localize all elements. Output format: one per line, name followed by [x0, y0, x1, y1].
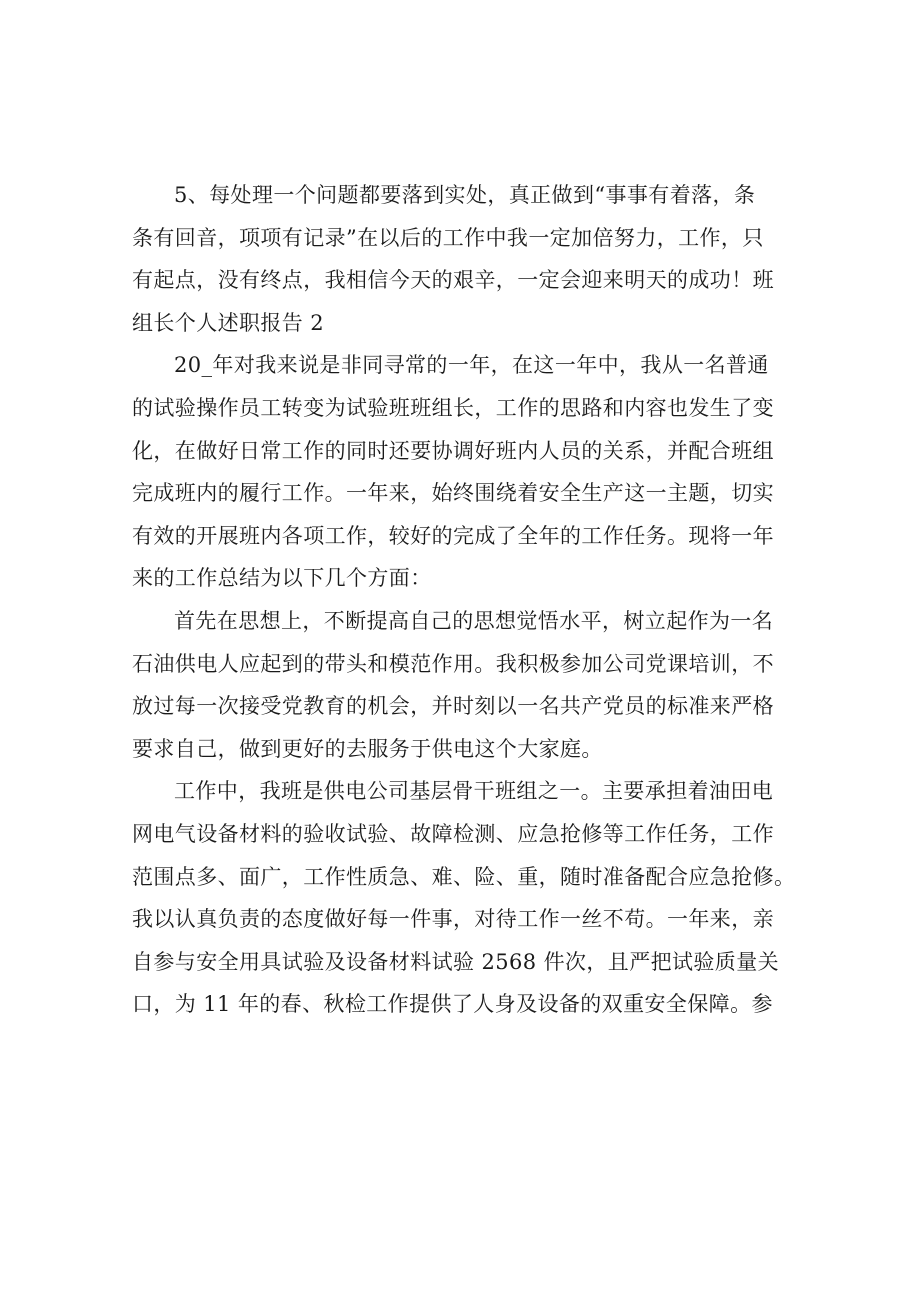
text-line: 20_年对我来说是非同寻常的一年，在这一年中，我从一名普通	[174, 353, 769, 378]
text-line: 口，为 11 年的春、秋检工作提供了人身及设备的双重安全保障。参	[132, 992, 773, 1017]
text-line: 条有回音，项项有记录”在以后的工作中我一定加倍努力，工作，只	[132, 225, 764, 250]
text-line: 我以认真负责的态度做好每一件事，对待工作一丝不苟。一年来，亲	[132, 907, 774, 932]
text-line: 工作中，我班是供电公司基层骨干班组之一。主要承担着油田电	[174, 779, 774, 804]
text-line: 组长个人述职报告 2	[132, 310, 325, 335]
text-line: 有起点，没有终点，我相信今天的艰辛，一定会迎来明天的成功！班	[132, 268, 774, 293]
paragraph-3	[132, 600, 822, 770]
text-line: 范围点多、面广，工作性质急、难、险、重，随时准备配合应急抢修。	[132, 864, 796, 889]
text-line: 有效的开展班内各项工作，较好的完成了全年的工作任务。现将一年	[132, 523, 774, 548]
text-line: 来的工作总结为以下几个方面：	[132, 566, 432, 591]
paragraph-4	[132, 770, 822, 1026]
text-line: 首先在思想上，不断提高自己的思想觉悟水平，树立起作为一名	[174, 608, 774, 633]
text-line: 自参与安全用具试验及设备材料试验 2568 件次，且严把试验质量关	[132, 949, 779, 974]
text-line: 放过每一次接受党教育的机会，并时刻以一名共产党员的标准来严格	[132, 694, 774, 719]
text-line: 要求自己，做到更好的去服务于供电这个大家庭。	[132, 736, 603, 761]
document-body	[132, 174, 822, 1026]
text-line: 5、每处理一个问题都要落到实处，真正做到“事事有着落，条	[174, 183, 756, 207]
paragraph-1	[132, 174, 822, 344]
text-line: 化，在做好日常工作的同时还要协调好班内人员的关系，并配合班组	[132, 438, 774, 463]
text-line: 网电气设备材料的验收试验、故障检测、应急抢修等工作任务，工作	[132, 821, 774, 846]
text-line: 完成班内的履行工作。一年来，始终围绕着安全生产这一主题，切实	[132, 481, 774, 506]
text-line: 石油供电人应起到的带头和模范作用。我积极参加公司党课培训，不	[132, 651, 774, 676]
paragraph-2	[132, 344, 822, 600]
text-line: 的试验操作员工转变为试验班班组长，工作的思路和内容也发生了变	[132, 395, 774, 420]
